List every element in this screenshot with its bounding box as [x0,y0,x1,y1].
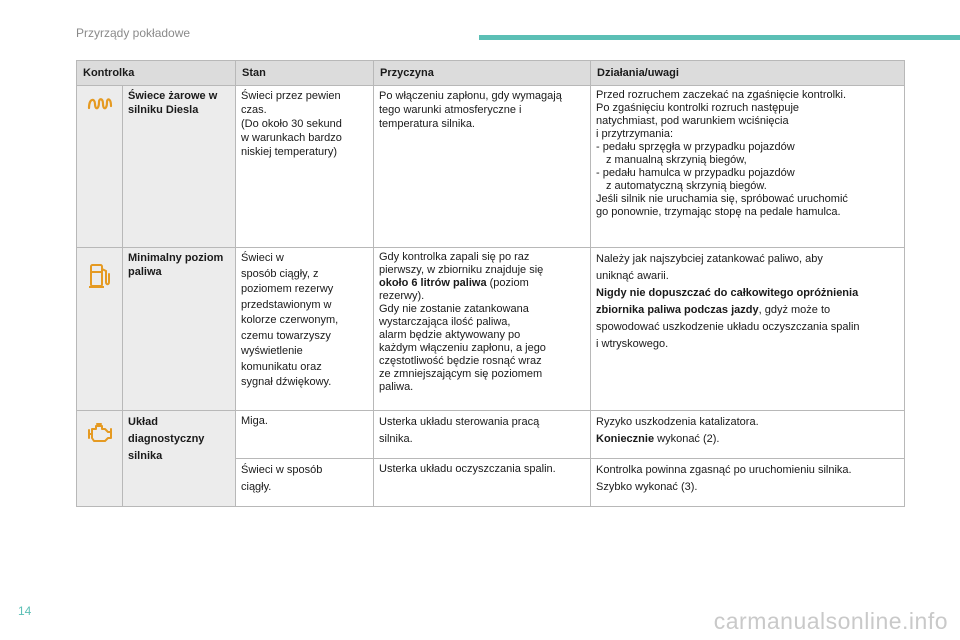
bullet-line: - pedału sprzęgła w przypadku pojazdów [596,141,795,153]
text-line: wystarczająca ilość paliwa, [379,316,511,328]
state-cell [236,248,374,411]
text-line: Szybko wykonać (3). [596,481,698,493]
text-line: czas. [241,104,267,116]
light-name: Układ diagnostyczny silnika [123,411,236,507]
text-line: i wtryskowego. [596,338,669,350]
text-line: Świeci przez pewien [241,90,341,102]
header-dzialania: Działania/uwagi [591,61,905,86]
cause-cell [374,86,591,248]
text-line: Przed rozruchem zaczekać na zgaśnięcie kontrolki. [596,89,847,101]
header-kontrolka: Kontrolka [77,61,236,86]
light-name: Minimalny poziom paliwa [123,248,236,411]
state-cell [236,411,374,459]
text-line: (Do około 30 sekund [241,118,342,130]
text-line: Usterka układu sterowania pracą [379,416,540,428]
text-span: , gdyż może to [758,304,831,316]
text-span: wykonać (2). [654,433,720,445]
cause-cell [374,248,591,411]
text-line: natychmiast, pod warunkiem wciśnięcia [596,115,789,127]
text-line: Ryzyko uszkodzenia katalizatora. [596,416,759,428]
text-line: rezerwy). [379,290,425,302]
text-line: silnika. [379,433,413,445]
action-cell [591,86,905,248]
warning-text: zbiornika paliwa podczas jazdy [596,304,759,316]
text-line: Po włączeniu zapłonu, gdy wymagają [379,90,562,102]
text-line: i przytrzymania: [596,128,674,140]
emphasis-text: Koniecznie [596,433,655,445]
icon-cell [77,411,123,507]
emphasis-text: około 6 litrów paliwa [379,277,487,289]
text-line [379,277,585,290]
text-line: go ponownie, trzymając stopę na pedale hamulca. [596,206,841,218]
header-stan: Stan [236,61,374,86]
text-line: komunikatu oraz [241,360,322,373]
header-przyczyna: Przyczyna [374,61,591,86]
text-line: poziomem rezerwy [241,283,334,295]
text-line: każdym włączeniu zapłonu, a jego [379,342,546,354]
text-line [596,431,899,448]
text-line: sygnał dźwiękowy. [241,376,332,388]
table-row [77,248,905,411]
action-cell [591,459,905,507]
cause-cell [374,411,591,459]
text-line: Po zgaśnięciu kontrolki rozruch następuje [596,102,800,114]
text-line: Usterka układu oczyszczania spalin. [379,463,556,475]
page-header-title: Przyrządy pokładowe [76,26,191,40]
text-line: w warunkach bardzo [241,132,342,144]
text-line: ciągły. [241,481,272,493]
text-line: częstotliwość będzie rosnąć wraz [379,355,542,367]
bullet-line: - pedału hamulca w przypadku pojazdów [596,167,795,179]
text-line: Jeśli silnik nie uruchamia się, spróbować uruchomić [596,193,848,205]
cause-cell [374,459,591,507]
text-line: czemu towarzyszy [241,329,331,342]
text-line: paliwa. [379,381,414,393]
table-header-row [77,61,905,86]
fuel-pump-icon [88,281,112,293]
text-line: Kontrolka powinna zgasnąć po uruchomieniu silnika. [596,464,852,476]
action-cell [591,411,905,459]
light-name: Świece żarowe w silniku Diesla [123,86,236,248]
text-line [596,302,899,319]
text-line: niskiej temperatury) [241,146,337,158]
icon-cell [77,86,123,248]
text-line: spowodować uszkodzenie układu oczyszczania spalin [596,321,860,333]
action-cell [591,248,905,411]
text-line: tego warunki atmosferyczne i [379,104,522,116]
text-line: ze zmniejszającym się poziomem [379,368,543,380]
header-accent-bar [479,35,960,40]
text-line: przedstawionym w [241,298,332,311]
text-line: wyświetlenie [241,345,303,357]
text-line: sposób ciągły, z [241,267,319,280]
text-line: Świeci w [241,252,284,264]
text-line: Gdy nie zostanie zatankowana [379,303,529,315]
engine-icon [85,434,115,446]
text-line: kolorze czerwonym, [241,314,339,326]
state-cell [236,459,374,507]
table-row [77,411,905,459]
text-line: Należy jak najszybciej zatankować paliwo, aby [596,253,823,265]
text-line: uniknąć awarii. [596,270,669,282]
text-line: z automatyczną skrzynią biegów. [606,180,767,192]
text-line: Gdy kontrolka zapali się po raz [379,251,530,263]
text-span: (poziom [486,277,529,289]
state-cell [236,86,374,248]
text-line: pierwszy, w zbiorniku znajduje się [379,264,544,276]
icon-cell [77,248,123,411]
text-line: z manualną skrzynią biegów, [606,154,747,166]
page-number: 14 [18,604,32,618]
text-line: temperatura silnika. [379,118,475,130]
warning-lights-table [76,60,905,507]
text-line: Świeci w sposób [241,464,323,476]
table-row [77,86,905,248]
text-line: alarm będzie aktywowany po [379,329,521,341]
warning-text: Nigdy nie dopuszczać do całkowitego opróżnienia [596,287,859,299]
watermark: carmanualsonline.info [713,608,948,634]
text-line: Miga. [241,415,268,427]
glow-plug-icon [86,105,114,117]
